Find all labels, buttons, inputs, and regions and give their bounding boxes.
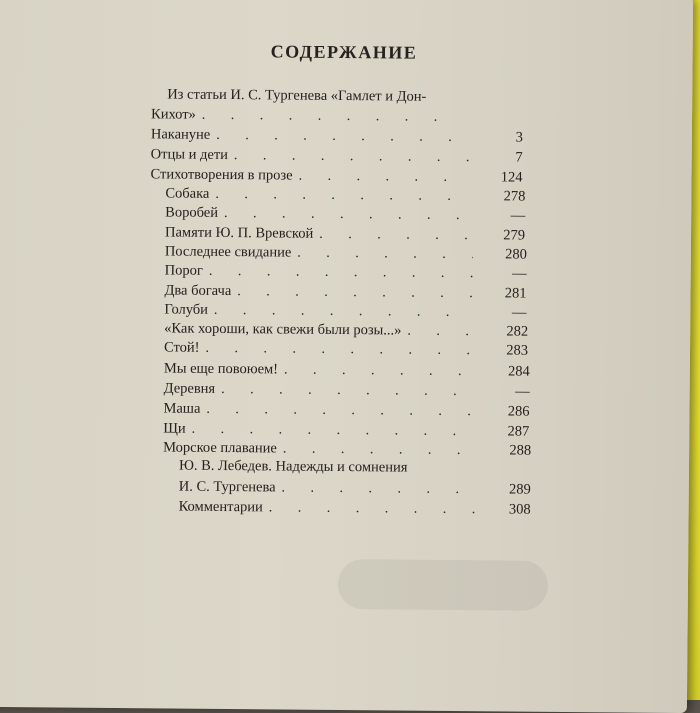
toc-entry-page: 281 — [478, 285, 526, 302]
toc-entry-title: Собака — [165, 185, 209, 202]
toc-entry-page: 284 — [482, 363, 530, 380]
toc-leader-dots — [319, 227, 471, 244]
toc-entry-page: — — [482, 383, 530, 400]
toc-leader-dots — [282, 480, 477, 498]
toc-entry-title: Последнее свидание — [165, 243, 292, 261]
toc-entry-page: — — [478, 304, 526, 321]
toc-entry-title: Воробей — [165, 204, 218, 221]
toc-leader-dots — [224, 206, 471, 224]
toc-entry-title: Отцы и дети — [151, 146, 228, 164]
toc-entry — [179, 458, 531, 481]
toc-entry-page: 279 — [477, 227, 525, 244]
toc-entry-title: Морское плавание — [163, 439, 277, 457]
toc-entry-page: 278 — [477, 188, 525, 205]
toc-entry-title: Ю. В. Лебедев. Надежды и сомнения — [179, 458, 408, 477]
toc-entry-title: Комментарии — [179, 499, 263, 517]
toc-entry-title: Два богача — [164, 282, 231, 300]
toc-entry-page: — — [479, 265, 527, 282]
toc-leader-dots — [192, 422, 476, 440]
toc-entry-title: Деревня — [164, 380, 216, 397]
toc-leader-dots — [205, 341, 474, 359]
toc-leader-dots — [407, 324, 474, 341]
toc-entry-title: Стой! — [164, 339, 200, 356]
toc-entry-title: И. С. Тургенева — [179, 479, 276, 497]
toc-entry-page: — — [477, 207, 525, 224]
toc-entry-title: Из статьи И. С. Тургенева «Гамлет и Дон- — [167, 86, 426, 105]
toc-leader-dots — [214, 303, 473, 321]
page-shadow-mark — [338, 559, 548, 611]
toc-leader-dots — [283, 442, 477, 460]
toc-entry-page: 288 — [483, 442, 531, 459]
toc-leader-dots — [221, 382, 476, 400]
toc-entry-title: Накануне — [151, 126, 211, 144]
toc-leader-dots — [202, 108, 437, 126]
toc-entry-page: 280 — [479, 246, 527, 263]
toc-entry-title: Памяти Ю. П. Вревской — [165, 224, 313, 242]
toc-entry-page: 282 — [480, 323, 528, 340]
toc-entry-title: Маша — [163, 400, 200, 417]
toc-entry-page: 124 — [474, 169, 522, 186]
toc-entry-title: Голуби — [164, 301, 208, 318]
toc-leader-dots — [209, 264, 473, 282]
toc-leader-dots — [284, 363, 476, 381]
toc-entry-page: 7 — [475, 149, 523, 166]
toc-entry-page: 286 — [481, 403, 529, 420]
toc-entry-title: Мы еще повоюем! — [164, 360, 278, 378]
toc-leader-dots — [237, 284, 472, 302]
toc-entry-page: 289 — [483, 481, 531, 498]
toc-entry-page: 3 — [475, 129, 523, 146]
toc-leader-dots — [206, 402, 475, 420]
toc-entry-page: 308 — [483, 501, 531, 518]
toc-leader-dots — [216, 128, 469, 146]
toc-leader-dots — [299, 169, 469, 186]
toc-entry-page: 283 — [480, 342, 528, 359]
toc-leader-dots — [234, 148, 469, 166]
page-heading: СОДЕРЖАНИЕ — [271, 41, 418, 63]
toc-entry-page: 287 — [481, 423, 529, 440]
toc-entry-title: Порог — [165, 262, 203, 279]
toc-entry-title: Кихот» — [151, 106, 196, 123]
toc-entry — [164, 339, 528, 362]
toc-entry-title: Стихотворения в прозе — [150, 166, 292, 184]
toc-entry-title: Щи — [163, 420, 186, 437]
toc-leader-dots — [215, 187, 471, 205]
toc-leader-dots — [269, 500, 477, 518]
toc-leader-dots — [297, 246, 473, 264]
toc-entry-title: «Как хороши, как свежи были розы...» — [164, 320, 401, 339]
toc-entry — [179, 499, 531, 522]
